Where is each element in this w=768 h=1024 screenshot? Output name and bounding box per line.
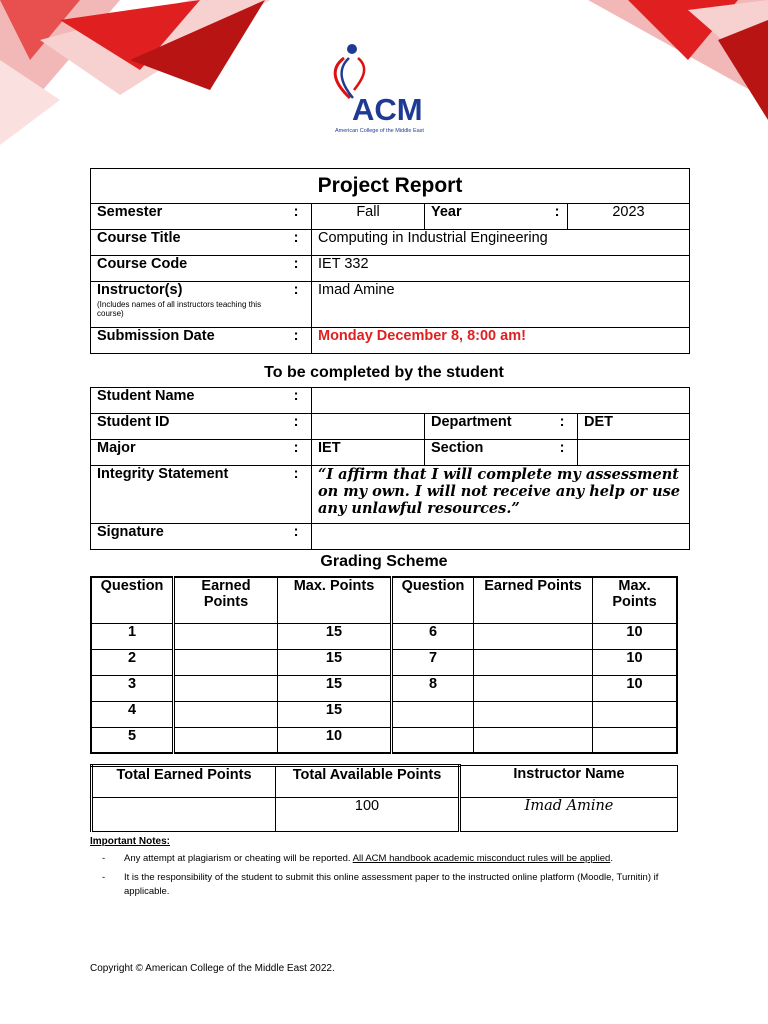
year-label: Year: [425, 204, 548, 230]
signature-field[interactable]: [312, 524, 690, 550]
max-points: [593, 727, 678, 753]
copyright-text: Copyright © American College of the Middle East 2022.: [90, 963, 335, 974]
earned-points-cell[interactable]: [174, 701, 278, 727]
max-points: 10: [278, 727, 392, 753]
note-2-text: It is the responsibility of the student to submit this online assessment paper to the instructed online platform (Moodle, Turnitin) if applicable.: [124, 872, 659, 897]
major-value: IET: [312, 440, 425, 466]
note-item: - It is the responsibility of the student to submit this online assessment paper to the instructed online platform (Moodle, Turnitin) if applicable.: [102, 872, 659, 897]
decorative-triangles-left: [0, 0, 300, 150]
earned-points-cell[interactable]: [174, 675, 278, 701]
course-code-label: Course Code: [91, 256, 282, 282]
decorative-triangles-right: [568, 0, 768, 140]
total-earned-field[interactable]: [92, 798, 276, 832]
max-points: 10: [593, 623, 678, 649]
grading-header: Max. Points: [278, 577, 392, 623]
total-earned-label: Total Earned Points: [92, 766, 276, 798]
submission-date-label: Submission Date: [91, 328, 282, 354]
total-available-value: 100: [276, 798, 460, 832]
important-notes: [90, 836, 690, 899]
instructor-value: Imad Amine: [312, 282, 690, 328]
student-id-field[interactable]: [312, 414, 425, 440]
project-info-table: Project Report Semester : Fall Year : 2023 Course Title : Computing in Industrial Engineering Course Code : IET 332 Instructor(s) (Includes names of all instructors teaching this course) : Imad Amine Submission Date : Monday December 8, 8:00 am!: [90, 168, 690, 354]
acm-emblem-icon: [322, 40, 446, 100]
grading-header: Question: [91, 577, 174, 623]
question-number: 3: [91, 675, 174, 701]
question-number: 2: [91, 649, 174, 675]
section-field[interactable]: [578, 440, 690, 466]
department-value: DET: [578, 414, 690, 440]
table-row: [91, 623, 677, 649]
instructor-note: (Includes names of all instructors teaching this course): [97, 300, 262, 318]
student-id-label: Student ID: [91, 414, 282, 440]
notes-heading: Important Notes:: [90, 836, 170, 847]
grading-table: [90, 576, 678, 754]
instructor-name-label: Instructor Name: [460, 766, 678, 798]
grading-heading: Grading Scheme: [320, 553, 448, 570]
totals-table: [90, 764, 678, 832]
earned-points-cell[interactable]: [474, 701, 593, 727]
grading-header: Max. Points: [593, 577, 678, 623]
section-label: Section: [425, 440, 548, 466]
year-value: 2023: [568, 204, 690, 230]
student-section-heading: To be completed by the student: [264, 364, 504, 381]
instructor-label: Instructor(s): [97, 282, 183, 298]
earned-points-cell[interactable]: [474, 623, 593, 649]
integrity-label: Integrity Statement: [91, 466, 282, 524]
grading-header: Question: [392, 577, 474, 623]
question-number: 6: [392, 623, 474, 649]
table-row: [91, 675, 677, 701]
earned-points-cell[interactable]: [174, 649, 278, 675]
max-points: 15: [278, 675, 392, 701]
acm-logo: [322, 40, 446, 140]
earned-points-cell[interactable]: [174, 623, 278, 649]
max-points: 10: [593, 649, 678, 675]
submission-date-value: Monday December 8, 8:00 am!: [312, 328, 690, 354]
earned-points-cell[interactable]: [474, 675, 593, 701]
question-number: 4: [91, 701, 174, 727]
note-item: - Any attempt at plagiarism or cheating will be reported. All ACM handbook academic misconduct rules will be applied.: [102, 853, 613, 864]
max-points: [593, 701, 678, 727]
max-points: 10: [593, 675, 678, 701]
report-title: Project Report: [91, 169, 690, 204]
question-number: 7: [392, 649, 474, 675]
question-number: 5: [91, 727, 174, 753]
course-code-value: IET 332: [312, 256, 690, 282]
question-number: [392, 727, 474, 753]
signature-label: Signature: [91, 524, 282, 550]
semester-value: Fall: [312, 204, 425, 230]
course-title-label: Course Title: [91, 230, 282, 256]
question-number: 1: [91, 623, 174, 649]
total-available-label: Total Available Points: [276, 766, 460, 798]
max-points: 15: [278, 701, 392, 727]
logo-acm-text: ACM: [352, 92, 423, 127]
student-name-label: Student Name: [91, 388, 282, 414]
student-info-table: Student Name : Student ID : Department : DET Major : IET Section : Integrity Statement : “I affirm that I will complete my assessment on my own. I will not receive any help or use any unlawful resources.” Signature :: [90, 387, 690, 550]
semester-label: Semester: [91, 204, 282, 230]
note-1-text: Any attempt at plagiarism or cheating will be reported.: [124, 853, 353, 864]
major-label: Major: [91, 440, 282, 466]
earned-points-cell[interactable]: [474, 649, 593, 675]
logo-subtitle: American College of the Middle East: [335, 128, 424, 134]
table-row: [91, 649, 677, 675]
department-label: Department: [425, 414, 548, 440]
grading-header: Earned Points: [474, 577, 593, 623]
instructor-name-value: Imad Amine: [460, 798, 678, 832]
student-name-field[interactable]: [312, 388, 690, 414]
note-1-rules: All ACM handbook academic misconduct rules will be applied: [352, 853, 611, 864]
max-points: 15: [278, 649, 392, 675]
table-row: [91, 701, 677, 727]
question-number: [392, 701, 474, 727]
earned-points-cell[interactable]: [474, 727, 593, 753]
table-row: [91, 727, 677, 753]
earned-points-cell[interactable]: [174, 727, 278, 753]
question-number: 8: [392, 675, 474, 701]
grading-header: Earned Points: [174, 577, 278, 623]
max-points: 15: [278, 623, 392, 649]
course-title-value: Computing in Industrial Engineering: [312, 230, 690, 256]
integrity-statement: “I affirm that I will complete my assessment on my own. I will not receive any help or use any unlawful resources.”: [312, 466, 690, 524]
